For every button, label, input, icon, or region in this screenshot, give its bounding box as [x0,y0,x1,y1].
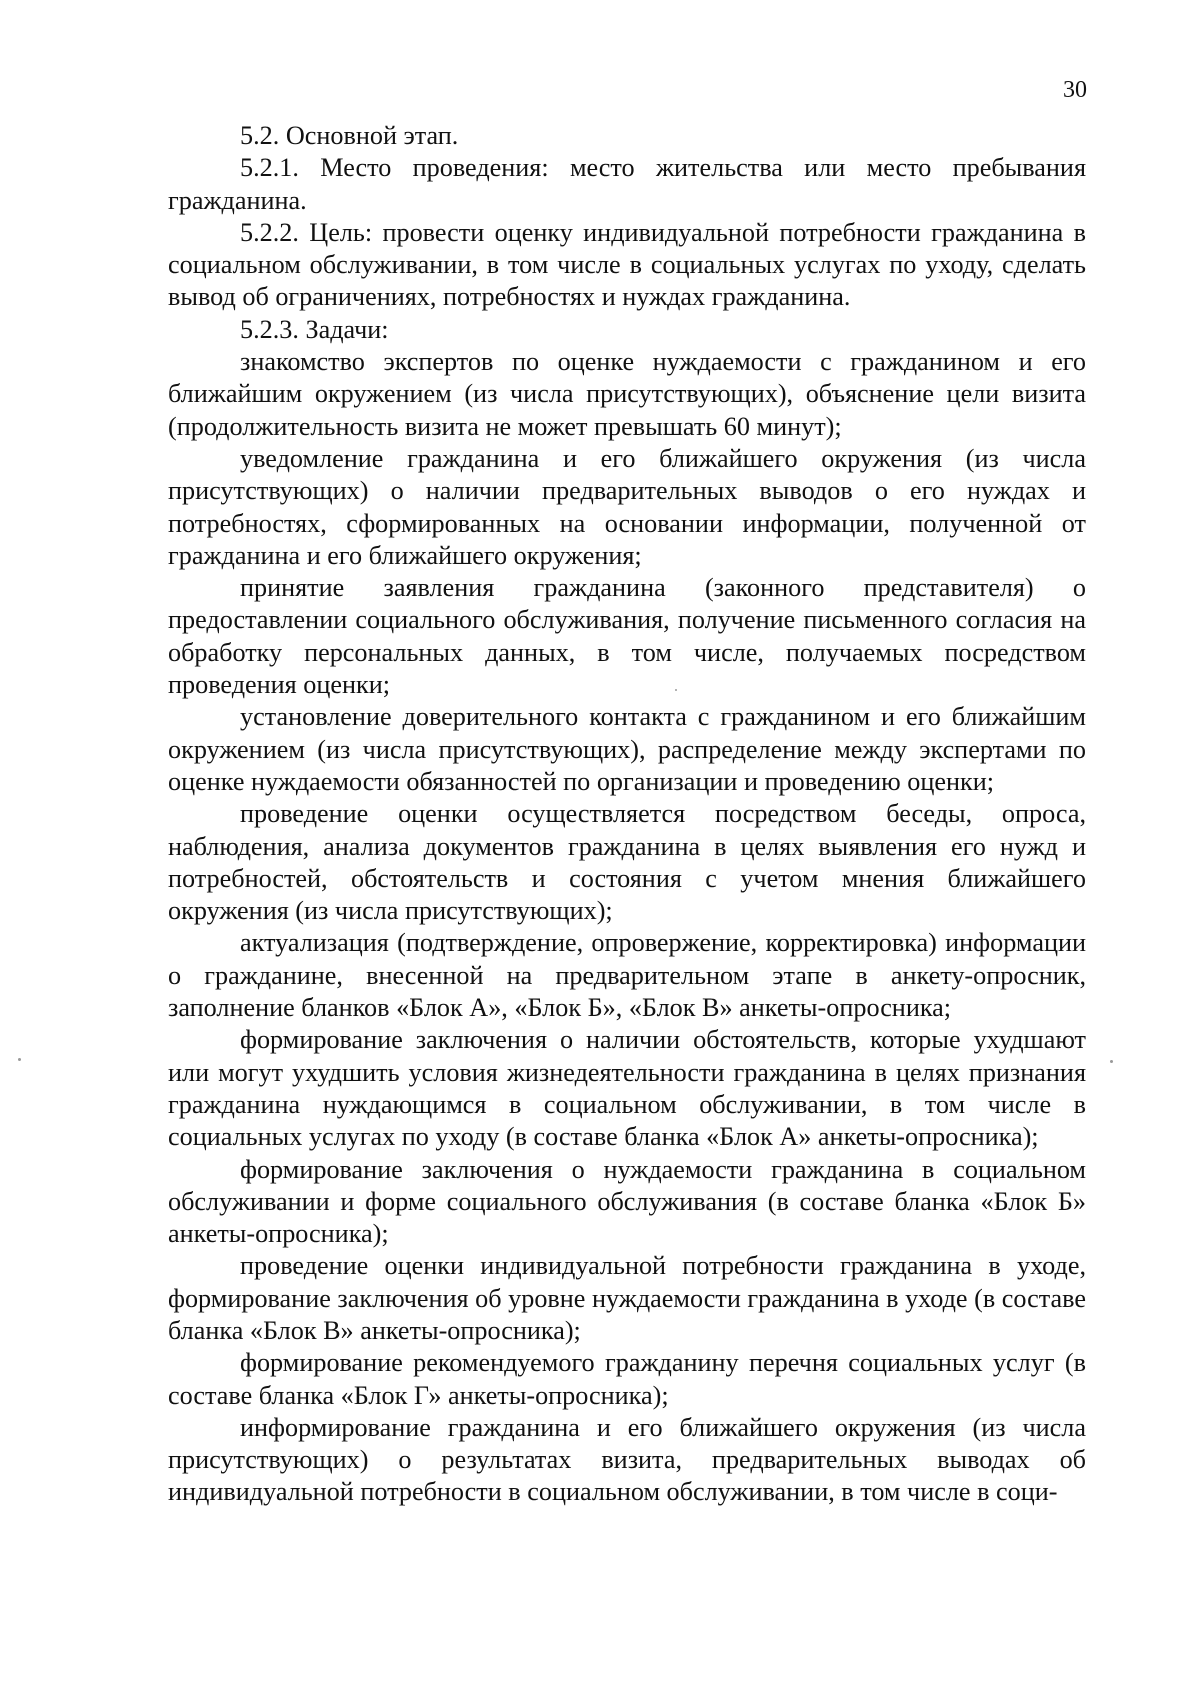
paragraph-tasks-heading: 5.2.3. Задачи: [240,314,389,344]
paragraph-task: формирование заключения о нуждаемости гражданина в социальном обслуживании и форме социального обслуживания (в составе бланка «Блок Б» анкеты-опросника); [168,1154,1086,1249]
page-number: 30 [1063,77,1087,103]
paragraph-task: актуализация (подтверждение, опровержение, корректировка) информации о гражданине, внесенной на предварительном этапе в анкету-опросник, заполнение бланков «Блок А», «Блок Б», «Блок В» анкеты-опросника; [168,928,1086,1023]
paragraph-task: уведомление гражданина и его ближайшего окружения (из числа присутствующих) о наличии предварительных выводов о его нуждах и потребностях, сформированных на основании информации, полученной от гражданина и его ближайшего окружения; [168,443,1086,570]
scan-speck [675,689,677,691]
paragraph-task: проведение оценки осуществляется посредством беседы, опроса, наблюдения, анализа документов гражданина в целях выявления его нужд и потребностей, обстоятельств и состояния с учетом мнения ближайшего окружения (из числа присутствующих); [168,799,1086,926]
paragraph-task: знакомство экспертов по оценке нуждаемости с гражданином и его ближайшим окружением (из числа присутствующих), объяснение цели визита (продолжительность визита не может превышать 60 минут); [168,347,1086,441]
paragraph-task: проведение оценки индивидуальной потребности гражданина в уходе, формирование заключения об уровне нуждаемости гражданина в уходе (в составе бланка «Блок В» анкеты-опросника); [168,1251,1086,1345]
scan-speck [1110,1060,1113,1063]
paragraph-section-heading: 5.2. Основной этап. [240,121,459,150]
paragraph-location: 5.2.1. Место проведения: место жительства или место пребывания гражданина. [168,153,1086,215]
paragraph-task: информирование гражданина и его ближайшего окружения (из числа присутствующих) о результатах визита, предварительных выводах об индивидуальной потребности в социальном обслуживании, в том числе в соци- [168,1412,1086,1507]
paragraph-task: формирование рекомендуемого гражданину перечня социальных услуг (в составе бланка «Блок Г» анкеты-опросника); [168,1348,1086,1410]
paragraph-task: принятие заявления гражданина (законного представителя) о предоставлении социального обслуживания, получение письменного согласия на обработку персональных данных, в том числе, получаемых посредством проведения оценки; [168,573,1086,700]
paragraph-task: формирование заключения о наличии обстоятельств, которые ухудшают или могут ухудшить условия жизнедеятельности гражданина в целях признания гражданина нуждающимся в социальном обслуживании, в том числе в социальных услугах по уходу (в составе бланка «Блок А» анкеты-опросника); [168,1025,1086,1152]
paragraph-task: установление доверительного контакта с гражданином и его ближайшим окружением (из числа присутствующих), распределение между экспертами по оценке нуждаемости обязанностей по организации и проведению оценки; [168,702,1086,796]
scan-speck [18,1058,21,1061]
document-body [168,120,1086,1509]
paragraph-goal: 5.2.2. Цель: провести оценку индивидуальной потребности гражданина в социальном обслуживании, в том числе в социальных услугах по уходу, сделать вывод об ограничениях, потребностях и нуждах гражданина. [168,217,1086,312]
